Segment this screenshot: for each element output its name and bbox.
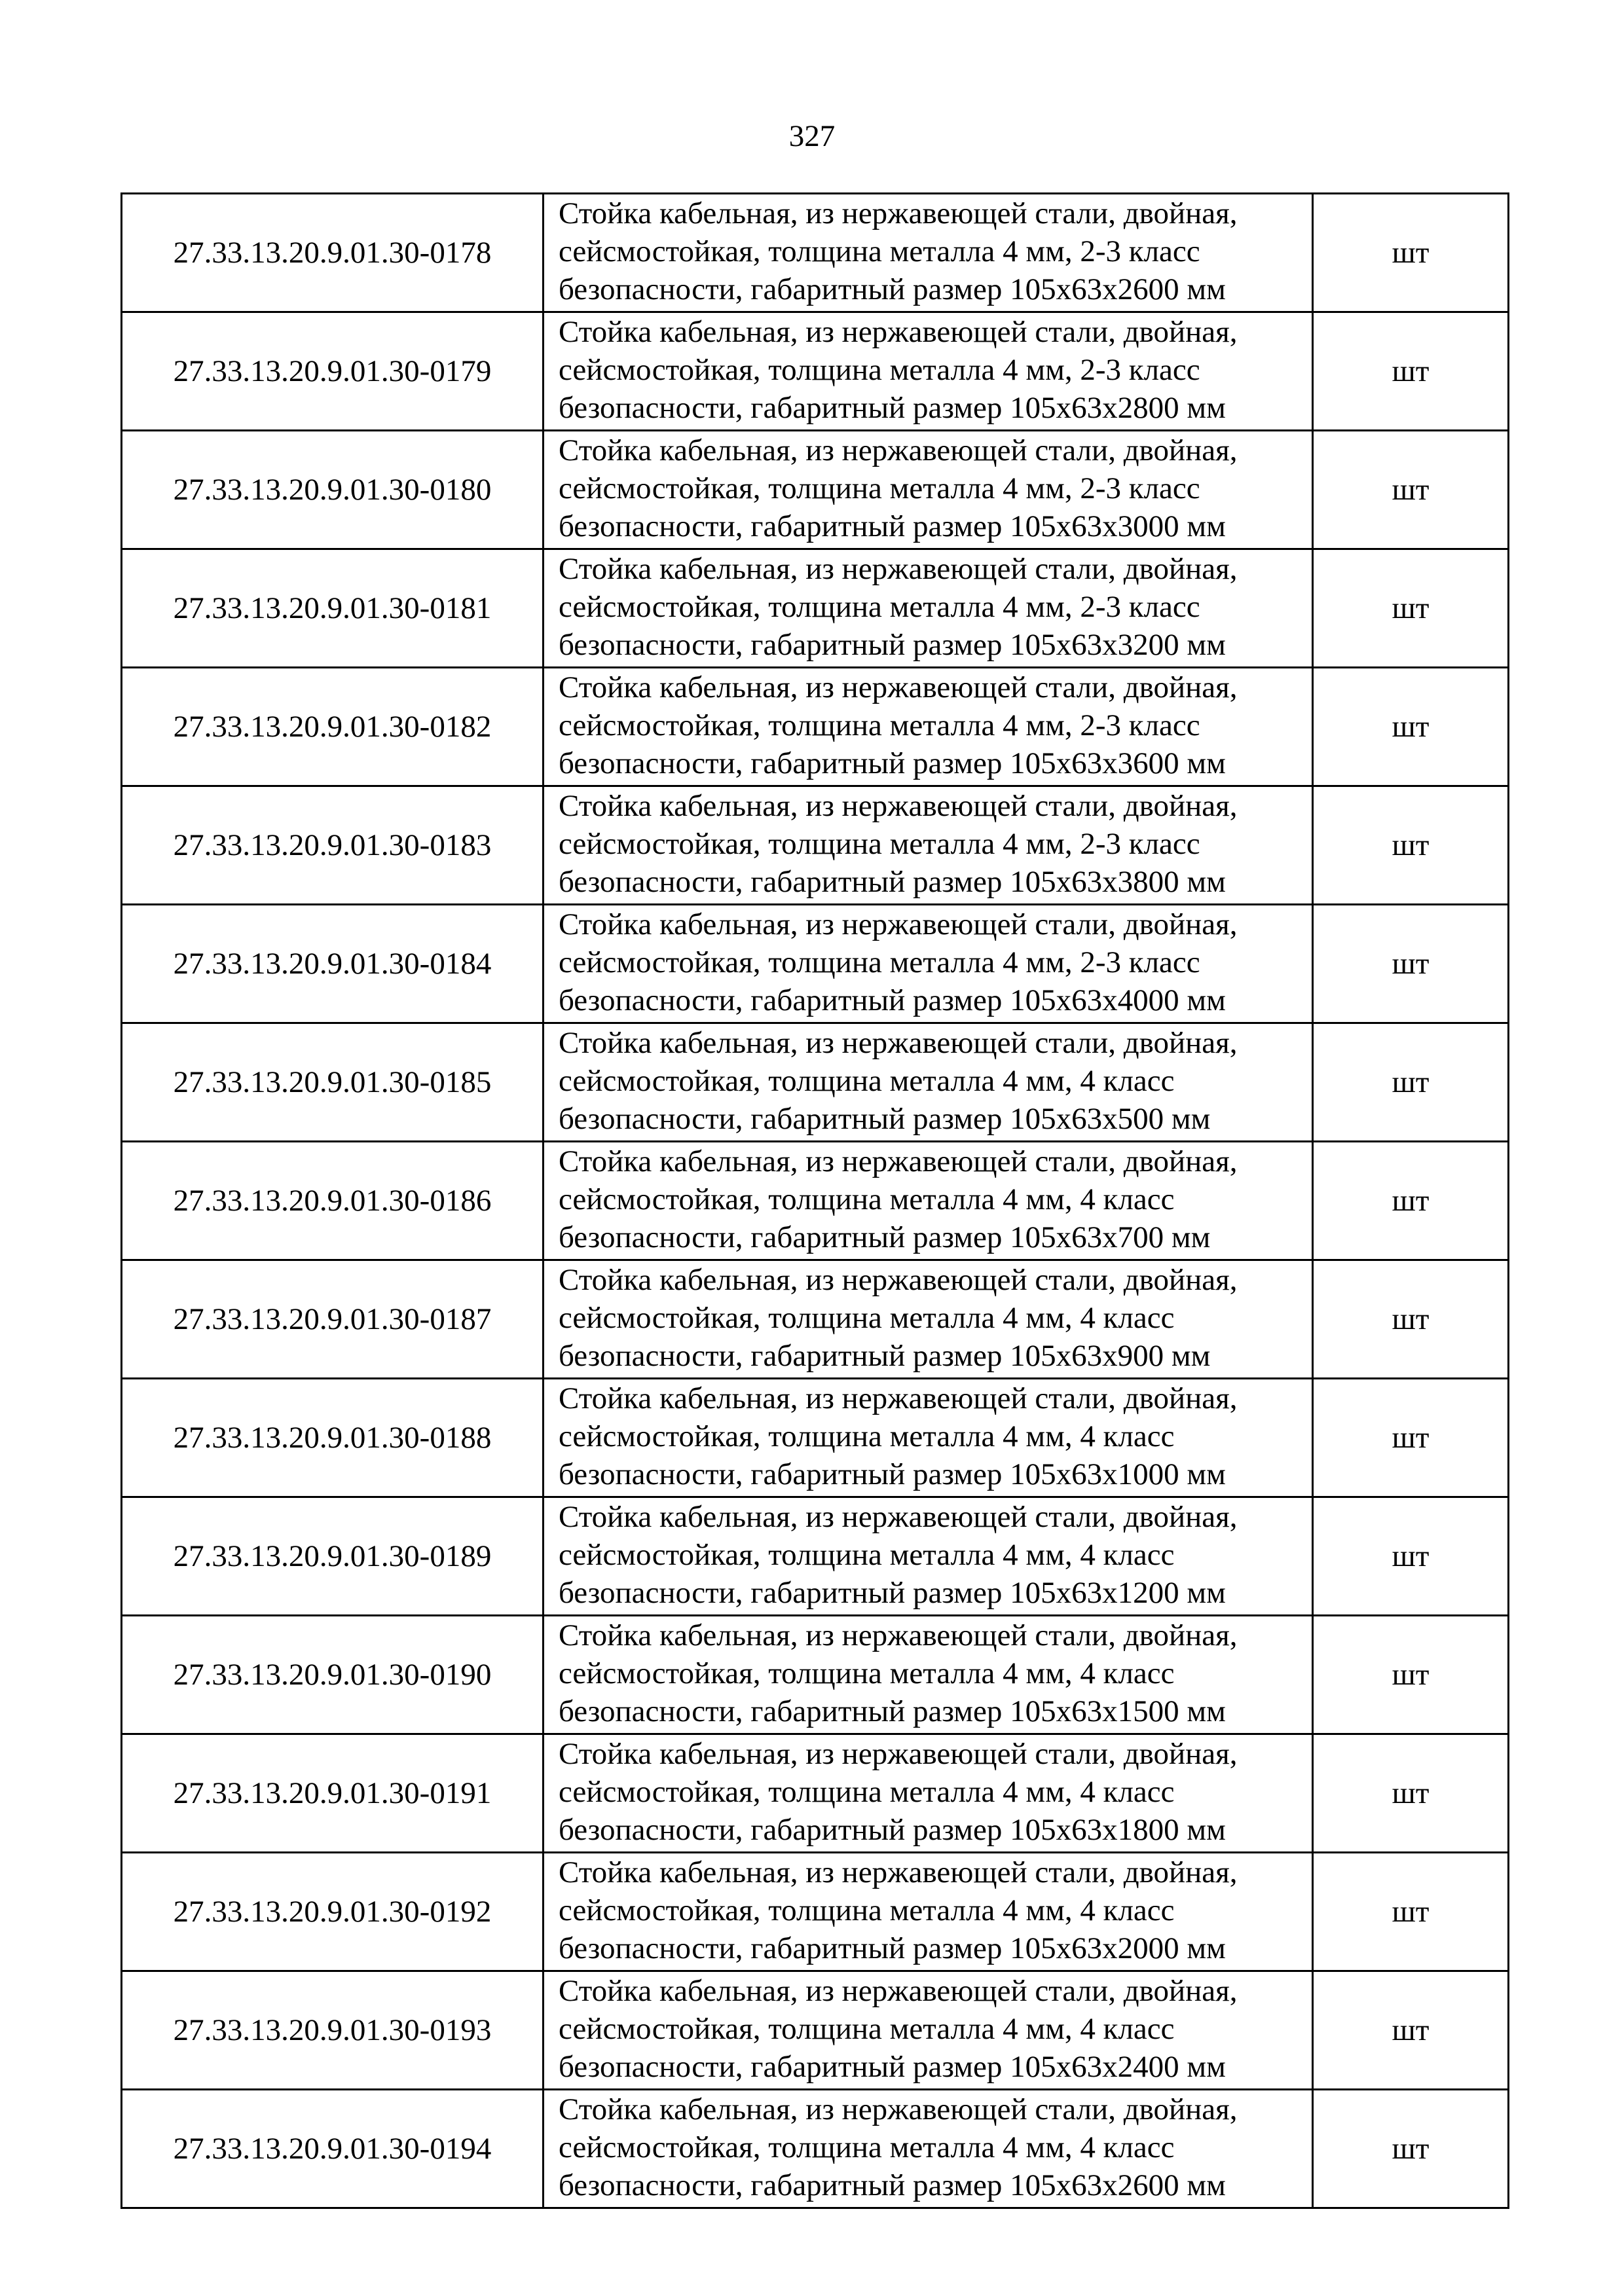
resource-description-cell	[544, 1497, 1313, 1616]
table-row	[122, 1497, 1509, 1616]
resource-description-cell	[544, 1142, 1313, 1260]
resource-code-cell: 27.33.13.20.9.01.30-0184	[122, 905, 544, 1023]
description-line: Стойка кабельная, из нержавеющей стали, двойная,	[559, 1618, 1238, 1652]
table-body	[122, 194, 1509, 2208]
table-row	[122, 1379, 1509, 1497]
unit-cell: шт	[1313, 1734, 1509, 1853]
description-line: сейсмостойкая, толщина металла 4 мм, 2-3 класс	[559, 827, 1200, 861]
table-row	[122, 786, 1509, 905]
description-line: сейсмостойкая, толщина металла 4 мм, 4 класс	[559, 1301, 1175, 1335]
resource-code-cell: 27.33.13.20.9.01.30-0180	[122, 431, 544, 549]
description-line: безопасности, габаритный размер 105х63х2400 мм	[559, 2050, 1226, 2084]
description-line: безопасности, габаритный размер 105х63х1200 мм	[559, 1576, 1226, 1610]
description-line: Стойка кабельная, из нержавеющей стали, двойная,	[559, 670, 1238, 704]
description-line: сейсмостойкая, толщина металла 4 мм, 4 класс	[559, 1775, 1175, 1809]
description-line: сейсмостойкая, толщина металла 4 мм, 4 класс	[559, 1419, 1175, 1453]
description-line: Стойка кабельная, из нержавеющей стали, двойная,	[559, 315, 1238, 349]
description-line: сейсмостойкая, толщина металла 4 мм, 4 класс	[559, 2130, 1175, 2164]
resource-code-cell: 27.33.13.20.9.01.30-0189	[122, 1497, 544, 1616]
description-line: Стойка кабельная, из нержавеющей стали, двойная,	[559, 1381, 1238, 1415]
unit-cell: шт	[1313, 1379, 1509, 1497]
resource-code-cell: 27.33.13.20.9.01.30-0193	[122, 1971, 544, 2090]
description-line: безопасности, габаритный размер 105х63х1800 мм	[559, 1813, 1226, 1847]
description-line: сейсмостойкая, толщина металла 4 мм, 4 класс	[559, 1656, 1175, 1690]
description-line: сейсмостойкая, толщина металла 4 мм, 2-3 класс	[559, 590, 1200, 624]
resource-description-cell	[544, 1853, 1313, 1971]
resource-description-cell	[544, 1616, 1313, 1734]
table-row	[122, 2090, 1509, 2208]
unit-cell: шт	[1313, 1497, 1509, 1616]
description-line: Стойка кабельная, из нержавеющей стали, двойная,	[559, 2092, 1238, 2126]
table-row	[122, 1971, 1509, 2090]
unit-cell: шт	[1313, 1023, 1509, 1142]
table-row	[122, 1142, 1509, 1260]
resource-description-cell	[544, 786, 1313, 905]
resource-code-cell: 27.33.13.20.9.01.30-0194	[122, 2090, 544, 2208]
description-line: сейсмостойкая, толщина металла 4 мм, 2-3 класс	[559, 708, 1200, 742]
page-number: 327	[788, 119, 836, 153]
resource-code-cell: 27.33.13.20.9.01.30-0183	[122, 786, 544, 905]
description-line: Стойка кабельная, из нержавеющей стали, двойная,	[559, 1737, 1238, 1771]
description-line: безопасности, габаритный размер 105х63х3200 мм	[559, 628, 1226, 662]
resource-description-cell	[544, 1971, 1313, 2090]
description-line: безопасности, габаритный размер 105х63х3600 мм	[559, 746, 1226, 780]
description-line: Стойка кабельная, из нержавеющей стали, двойная,	[559, 1974, 1238, 2008]
description-line: Стойка кабельная, из нержавеющей стали, двойная,	[559, 1026, 1238, 1060]
description-line: сейсмостойкая, толщина металла 4 мм, 4 класс	[559, 1893, 1175, 1927]
description-line: сейсмостойкая, толщина металла 4 мм, 2-3 класс	[559, 353, 1200, 387]
resource-code-cell: 27.33.13.20.9.01.30-0181	[122, 549, 544, 668]
description-line: безопасности, габаритный размер 105х63х2600 мм	[559, 272, 1226, 306]
unit-cell: шт	[1313, 431, 1509, 549]
resource-description-cell	[544, 312, 1313, 431]
description-line: безопасности, габаритный размер 105х63х4000 мм	[559, 983, 1226, 1017]
description-line: сейсмостойкая, толщина металла 4 мм, 2-3 класс	[559, 945, 1200, 979]
resource-code-cell: 27.33.13.20.9.01.30-0178	[122, 194, 544, 312]
description-line: Стойка кабельная, из нержавеющей стали, двойная,	[559, 907, 1238, 941]
resource-description-cell	[544, 549, 1313, 668]
description-line: безопасности, габаритный размер 105х63х3800 мм	[559, 865, 1226, 899]
table-row	[122, 1853, 1509, 1971]
resource-description-cell	[544, 668, 1313, 786]
resource-description-cell	[544, 2090, 1313, 2208]
description-line: безопасности, габаритный размер 105х63х900 мм	[559, 1339, 1211, 1373]
table-row	[122, 1616, 1509, 1734]
description-line: сейсмостойкая, толщина металла 4 мм, 2-3 класс	[559, 471, 1200, 505]
description-line: Стойка кабельная, из нержавеющей стали, двойная,	[559, 552, 1238, 586]
description-line: сейсмостойкая, толщина металла 4 мм, 4 класс	[559, 1182, 1175, 1216]
unit-cell: шт	[1313, 312, 1509, 431]
unit-cell: шт	[1313, 905, 1509, 1023]
resource-code-cell: 27.33.13.20.9.01.30-0185	[122, 1023, 544, 1142]
unit-cell: шт	[1313, 1260, 1509, 1379]
resource-description-cell	[544, 431, 1313, 549]
table-row	[122, 905, 1509, 1023]
description-line: Стойка кабельная, из нержавеющей стали, двойная,	[559, 1500, 1238, 1534]
resource-code-cell: 27.33.13.20.9.01.30-0187	[122, 1260, 544, 1379]
description-line: сейсмостойкая, толщина металла 4 мм, 4 класс	[559, 1064, 1175, 1098]
unit-cell: шт	[1313, 1971, 1509, 2090]
table-row	[122, 1023, 1509, 1142]
description-line: безопасности, габаритный размер 105х63х1000 мм	[559, 1457, 1226, 1491]
unit-cell: шт	[1313, 1616, 1509, 1734]
table-row	[122, 668, 1509, 786]
description-line: безопасности, габаритный размер 105х63х1500 мм	[559, 1694, 1226, 1728]
description-line: безопасности, габаритный размер 105х63х500 мм	[559, 1102, 1211, 1136]
table-row	[122, 549, 1509, 668]
table-row	[122, 194, 1509, 312]
description-line: Стойка кабельная, из нержавеющей стали, двойная,	[559, 1263, 1238, 1297]
description-line: сейсмостойкая, толщина металла 4 мм, 2-3 класс	[559, 234, 1200, 268]
description-line: Стойка кабельная, из нержавеющей стали, двойная,	[559, 1855, 1238, 1889]
table-row	[122, 431, 1509, 549]
description-line: безопасности, габаритный размер 105х63х2600 мм	[559, 2168, 1226, 2202]
description-line: безопасности, габаритный размер 105х63х2800 мм	[559, 391, 1226, 425]
description-line: Стойка кабельная, из нержавеющей стали, двойная,	[559, 789, 1238, 823]
unit-cell: шт	[1313, 2090, 1509, 2208]
unit-cell: шт	[1313, 668, 1509, 786]
description-line: безопасности, габаритный размер 105х63х700 мм	[559, 1220, 1211, 1254]
resource-code-cell: 27.33.13.20.9.01.30-0191	[122, 1734, 544, 1853]
resource-description-cell	[544, 1260, 1313, 1379]
resource-code-cell: 27.33.13.20.9.01.30-0186	[122, 1142, 544, 1260]
resource-description-cell	[544, 1023, 1313, 1142]
description-line: безопасности, габаритный размер 105х63х3000 мм	[559, 509, 1226, 543]
resource-description-cell	[544, 1734, 1313, 1853]
resource-code-cell: 27.33.13.20.9.01.30-0190	[122, 1616, 544, 1734]
description-line: Стойка кабельная, из нержавеющей стали, двойная,	[559, 1144, 1238, 1178]
resource-description-cell	[544, 1379, 1313, 1497]
resource-description-cell	[544, 905, 1313, 1023]
description-line: Стойка кабельная, из нержавеющей стали, двойная,	[559, 196, 1238, 230]
table-row	[122, 1734, 1509, 1853]
table-row	[122, 1260, 1509, 1379]
resource-description-cell	[544, 194, 1313, 312]
resource-code-cell: 27.33.13.20.9.01.30-0188	[122, 1379, 544, 1497]
unit-cell: шт	[1313, 194, 1509, 312]
table-row	[122, 312, 1509, 431]
unit-cell: шт	[1313, 1853, 1509, 1971]
unit-cell: шт	[1313, 549, 1509, 668]
description-line: Стойка кабельная, из нержавеющей стали, двойная,	[559, 433, 1238, 467]
unit-cell: шт	[1313, 1142, 1509, 1260]
description-line: сейсмостойкая, толщина металла 4 мм, 4 класс	[559, 1538, 1175, 1572]
unit-cell: шт	[1313, 786, 1509, 905]
description-line: безопасности, габаритный размер 105х63х2000 мм	[559, 1931, 1226, 1965]
description-line: сейсмостойкая, толщина металла 4 мм, 4 класс	[559, 2012, 1175, 2046]
resource-code-cell: 27.33.13.20.9.01.30-0182	[122, 668, 544, 786]
resource-table	[120, 192, 1509, 2209]
resource-code-cell: 27.33.13.20.9.01.30-0179	[122, 312, 544, 431]
resource-code-cell: 27.33.13.20.9.01.30-0192	[122, 1853, 544, 1971]
